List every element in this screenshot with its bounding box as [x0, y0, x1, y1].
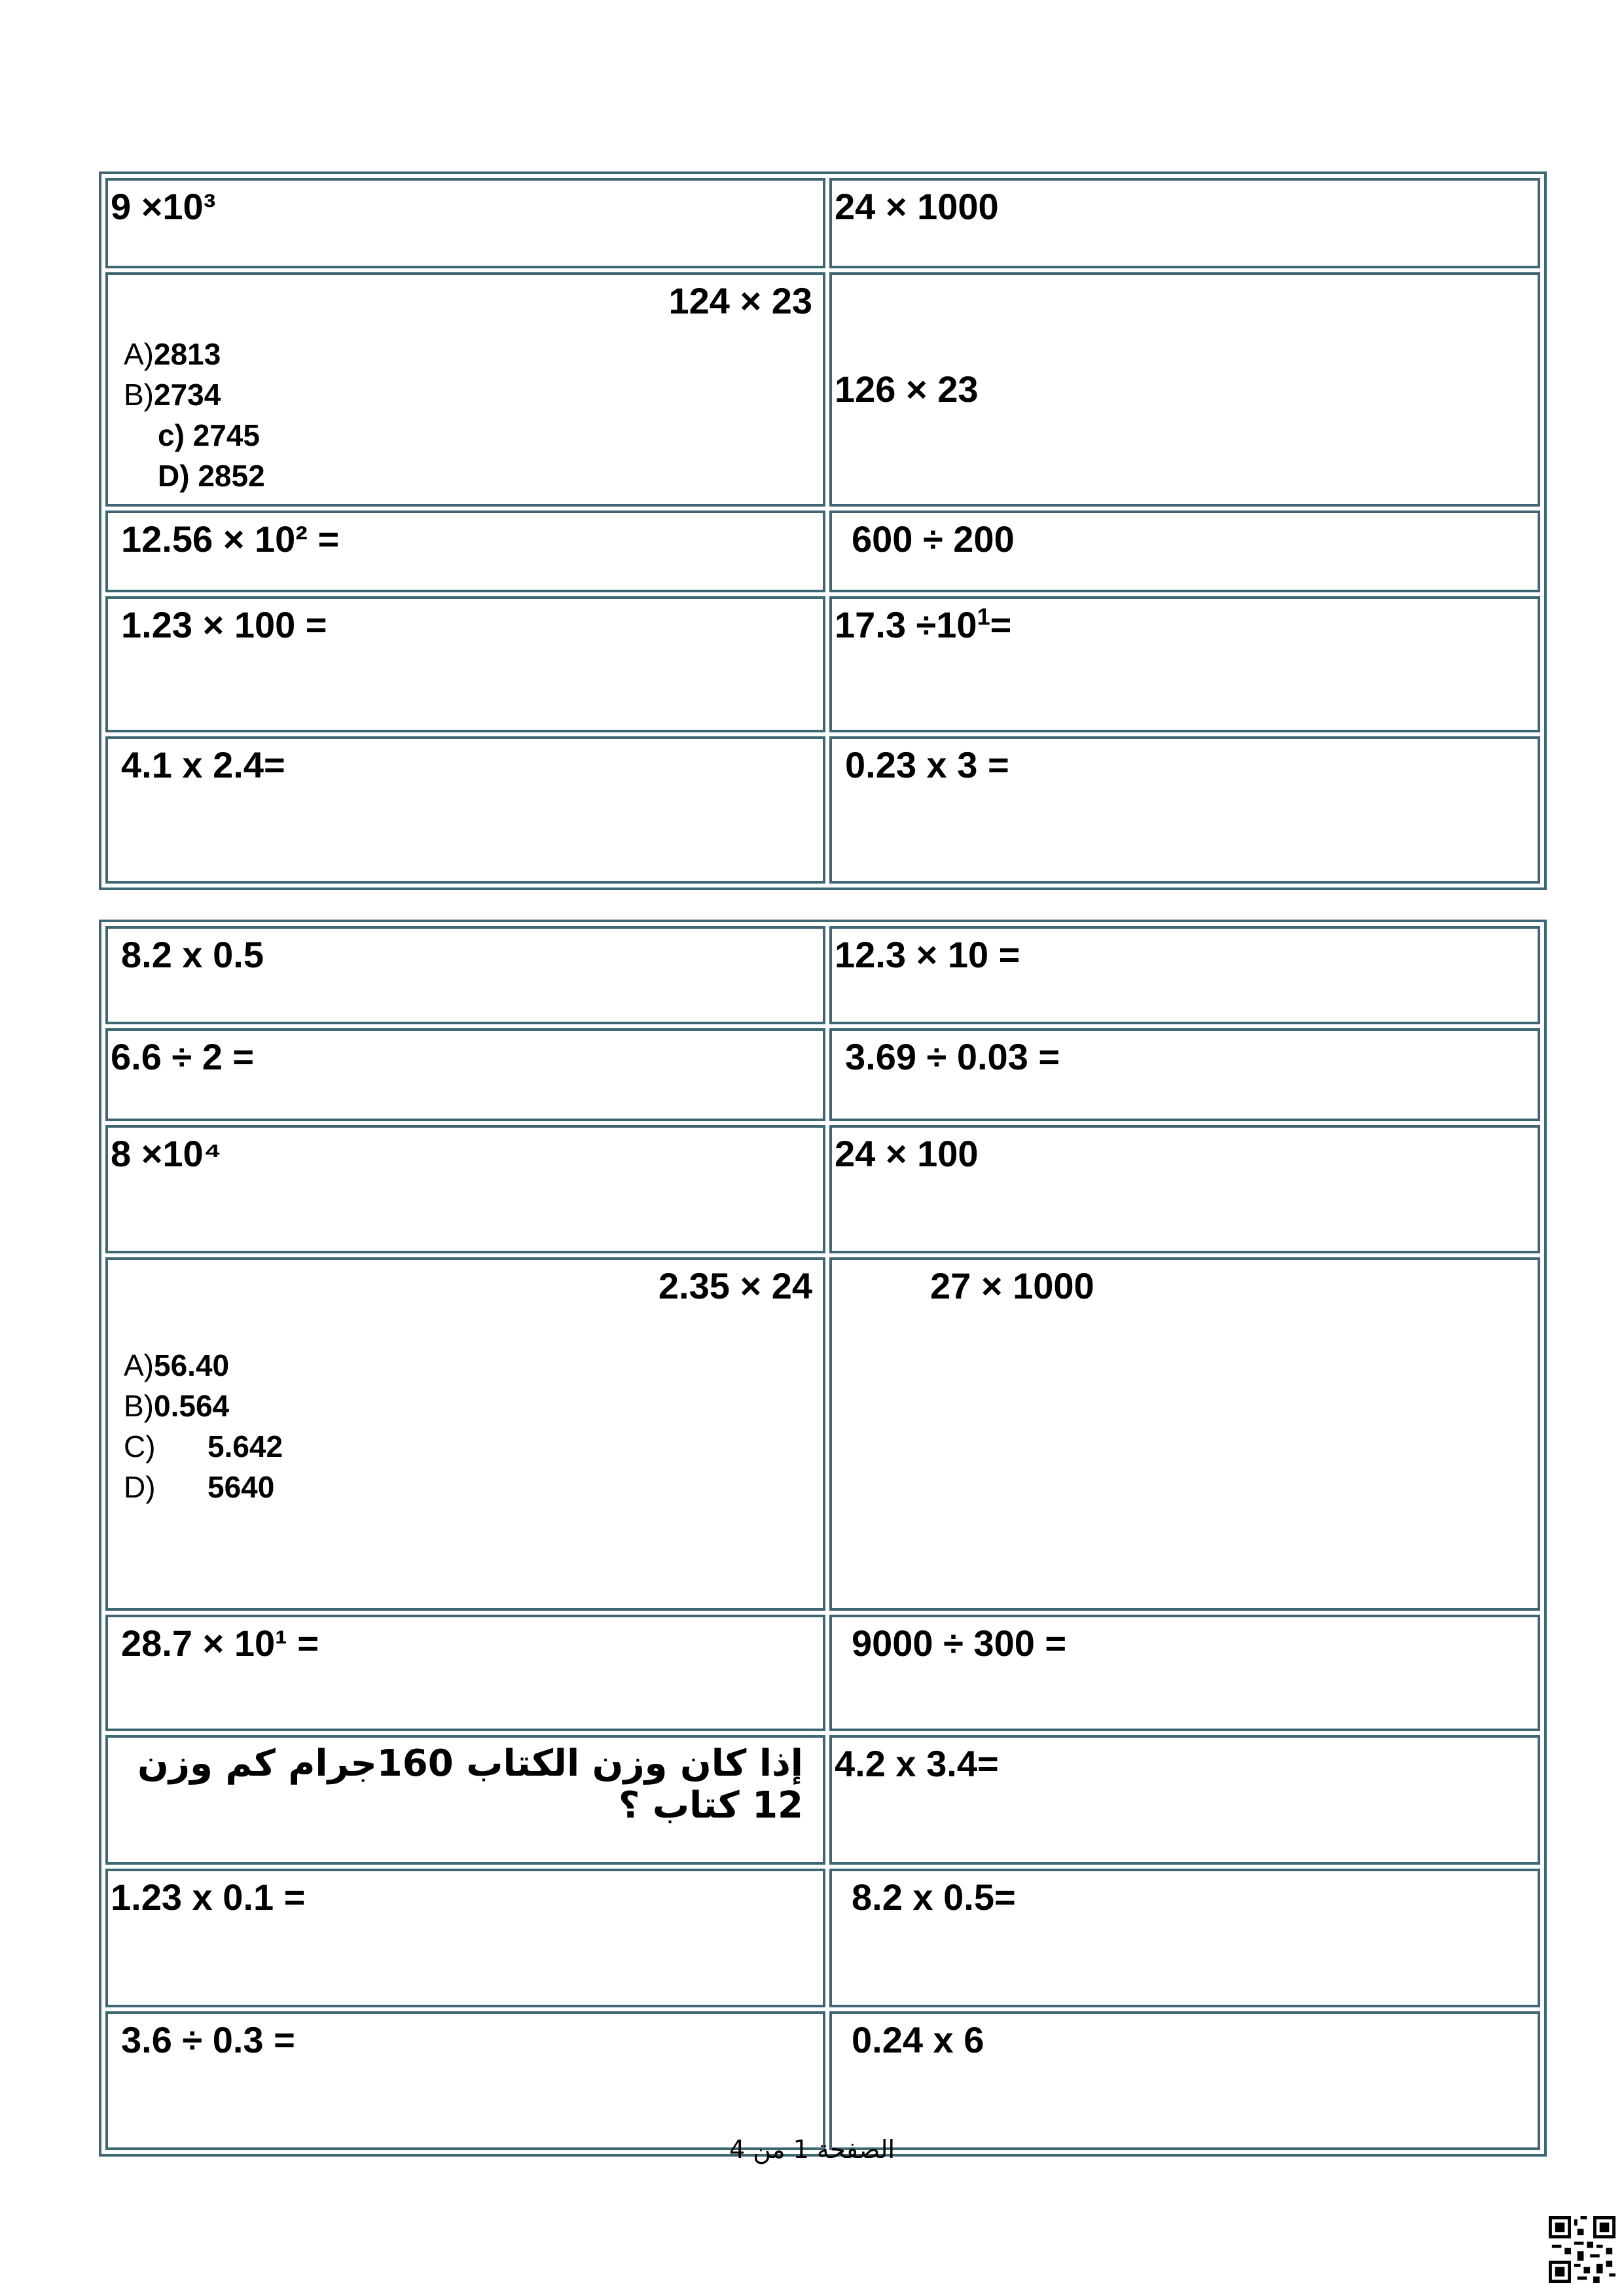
cell-12-3x10 [829, 926, 1540, 1024]
cell-0-23x3 [829, 736, 1540, 884]
option-d: D) 2852 [158, 459, 265, 493]
cell-word-problem [105, 1735, 825, 1865]
cell-1-23x0-1 [105, 1869, 825, 2007]
option-b: B)2734 [124, 378, 221, 412]
cell-0-24x6 [829, 2011, 1540, 2150]
problem-text: 8.2 x 0.5= [852, 1876, 1016, 1918]
exercise-table-1 [99, 171, 1547, 890]
problem-text: 24 × 1000 [835, 186, 999, 227]
cell-12-56 [105, 511, 825, 592]
option-d: D) 5640 [124, 1470, 275, 1504]
equals-sign: = [990, 604, 1012, 645]
options-list [111, 334, 820, 496]
problem-text: 9 ×10³ [111, 186, 216, 227]
cell-3-6-div [105, 2011, 825, 2150]
cell-27x1000 [829, 1257, 1540, 1611]
cell-4-1x2-4 [105, 736, 825, 884]
problem-text: 17.3 ÷10 [835, 604, 977, 645]
cell-1-23x100 [105, 596, 825, 732]
problem-text: 1.23 x 0.1 = [111, 1876, 306, 1918]
problem-text: 0.23 x 3 = [845, 744, 1009, 785]
problem-text: 12.56 × 10² = [121, 518, 340, 560]
problem-text: 27 × 1000 [930, 1265, 1094, 1306]
problem-text: 3.69 ÷ 0.03 = [845, 1036, 1060, 1077]
question-text: 2.35 × 24 [658, 1265, 812, 1306]
problem-text: 126 × 23 [835, 368, 979, 410]
cell-power-9 [105, 178, 825, 268]
problem-text: 12.3 × 10 = [835, 934, 1020, 975]
cell-3-69-div [829, 1028, 1540, 1121]
cell-8x10-4 [105, 1125, 825, 1253]
problem-text: 28.7 × 10¹ = [121, 1623, 319, 1664]
problem-text: 6.6 ÷ 2 = [111, 1036, 255, 1077]
cell-mcq-2-35x24 [105, 1257, 825, 1611]
problem-text: 600 ÷ 200 [852, 518, 1015, 560]
problem-text: 8 ×10⁴ [111, 1133, 222, 1174]
problem-text: 3.6 ÷ 0.3 = [121, 2019, 295, 2060]
problem-text: 8.2 x 0.5 [121, 934, 264, 975]
problem-text: 1.23 × 100 = [121, 604, 327, 645]
cell-126x23 [829, 272, 1540, 507]
exercise-table-2 [99, 920, 1547, 2157]
option-a: A)56.40 [124, 1348, 230, 1382]
exponent: 1 [977, 603, 990, 630]
problem-text: 24 × 100 [835, 1133, 979, 1174]
problem-text: 0.24 x 6 [852, 2019, 984, 2060]
cell-4-2x3-4 [829, 1735, 1540, 1865]
cell-8-2x0-5 [105, 926, 825, 1024]
cell-6-6-div-2 [105, 1028, 825, 1121]
problem-text: 4.2 x 3.4= [835, 1743, 999, 1784]
cell-17-3 [829, 596, 1540, 732]
problem-text: 9000 ÷ 300 = [852, 1623, 1067, 1664]
cell-600-div-200 [829, 511, 1540, 592]
option-b: B)0.564 [124, 1389, 230, 1423]
page-number-footer: الصفحة 1 من 4 [729, 2135, 895, 2164]
question-text: 124 × 23 [668, 280, 812, 321]
option-c: C) 5.642 [124, 1429, 283, 1463]
word-problem-text: إذا كان وزن الكتاب 160جرام كم وزن 12 كتاب ؟ [137, 1742, 803, 1827]
cell-28-7 [105, 1615, 825, 1731]
problem-text: 4.1 x 2.4= [121, 744, 285, 785]
cell-24x1000 [829, 178, 1540, 268]
option-c: c) 2745 [158, 418, 261, 452]
option-a: A)2813 [124, 337, 221, 371]
cell-24x100 [829, 1125, 1540, 1253]
cell-mcq-124x23 [105, 272, 825, 507]
qr-code-icon [1549, 2216, 1615, 2283]
options-list [111, 1345, 820, 1507]
cell-9000-div-300 [829, 1615, 1540, 1731]
cell-8-2x0-5b [829, 1869, 1540, 2007]
